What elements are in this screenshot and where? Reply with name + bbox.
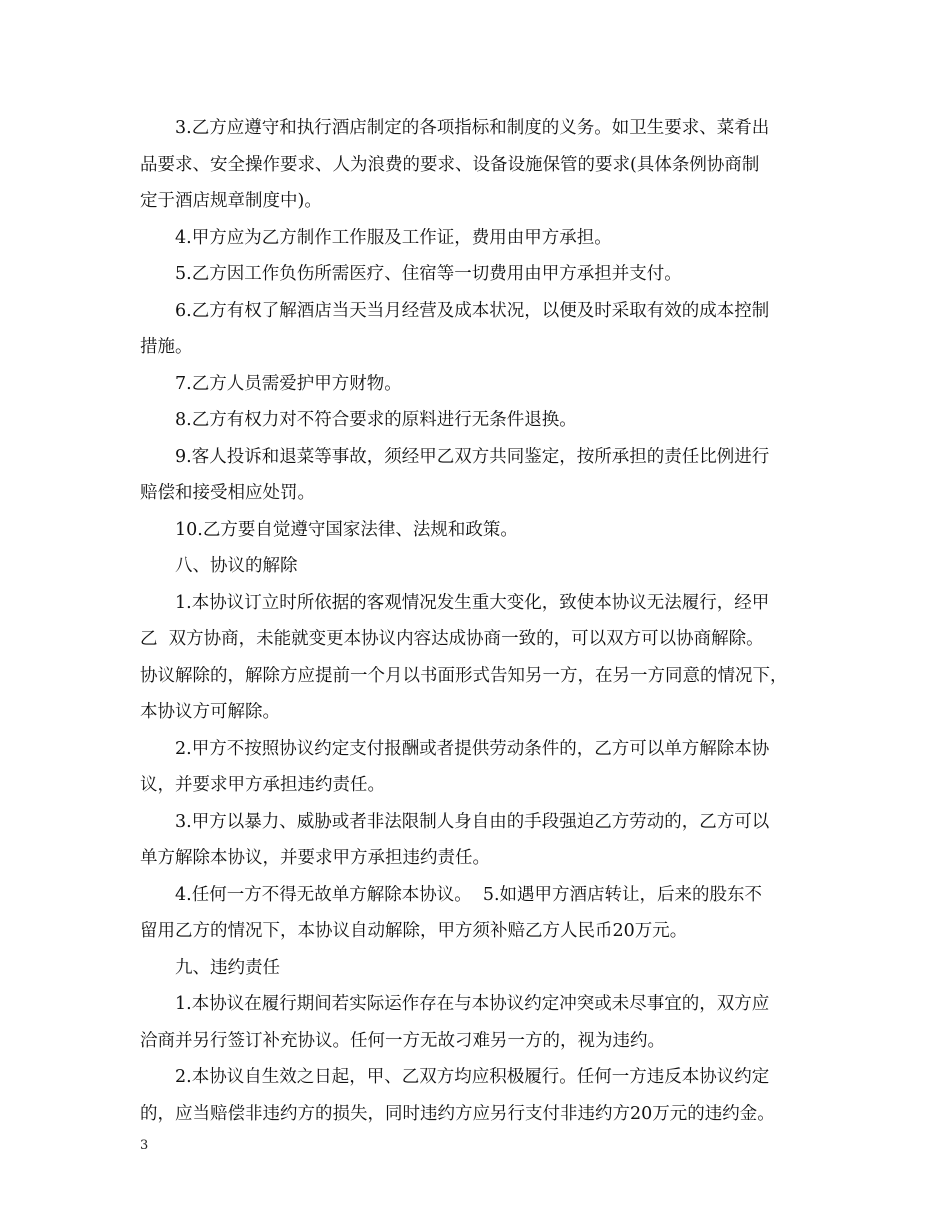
paragraph-termination-3: 3.甲方以暴力、威胁或者非法限制人身自由的手段强迫乙方劳动的，乙方可以 单方解除本协议，并要求甲方承担违约责任。 <box>140 811 770 868</box>
document-body <box>140 110 812 1132</box>
paragraph-clause-3: 3.乙方应遵守和执行酒店制定的各项指标和制度的义务。如卫生要求、菜肴出 品要求、安全操作要求、人为浪费的要求、设备设施保管的要求(具体条例协商制 定于酒店规章制度中)。 <box>140 118 770 211</box>
paragraph-clause-8: 8.乙方有权力对不符合要求的原料进行无条件退换。 <box>140 410 577 430</box>
paragraph-termination-4-5: 4.任何一方不得无故单方解除本协议。 5.如遇甲方酒店转让，后来的股东不 留用乙方的情况下，本协议自动解除，甲方须补赔乙方人民币20万元。 <box>140 884 763 941</box>
paragraph-clause-4: 4.甲方应为乙方制作工作服及工作证，费用由甲方承担。 <box>140 227 612 248</box>
paragraph-clause-5: 5.乙方因工作负伤所需医疗、住宿等一切费用由甲方承担并支付。 <box>140 264 682 284</box>
section-heading-breach: 九、违约责任 <box>140 957 280 978</box>
paragraph-clause-10: 10.乙方要自觉遵守国家法律、法规和政策。 <box>140 519 518 540</box>
paragraph-clause-7: 7.乙方人员需爱护甲方财物。 <box>140 373 402 394</box>
section-heading-termination: 八、协议的解除 <box>140 556 298 576</box>
paragraph-termination-1: 1.本协议订立时所依据的客观情况发生重大变化，致使本协议无法履行，经甲 乙 双方协商，未能就变更本协议内容达成协商一致的，可以双方可以协商解除。 协议解除的，解除方应提前一个月以书面形式告知另一方，在另一方同意的情况下， 本协议方可解除。 <box>140 592 788 722</box>
paragraph-clause-6: 6.乙方有权了解酒店当天当月经营及成本状况，以便及时采取有效的成本控制 措施。 <box>140 300 770 357</box>
page-number: 3 <box>140 1138 149 1153</box>
paragraph-breach-2: 2.本协议自生效之日起，甲、乙双方均应积极履行。任何一方违反本协议约定 的，应当赔偿非违约方的损失，同时违约方应另行支付非违约方20万元的违约金。 <box>140 1067 775 1124</box>
paragraph-breach-1: 1.本协议在履行期间若实际运作存在与本协议约定冲突或未尽事宜的，双方应 洽商并另行签订补充协议。任何一方无故刁难另一方的，视为违约。 <box>140 994 770 1051</box>
paragraph-clause-9: 9.客人投诉和退菜等事故，须经甲乙双方共同鉴定，按所承担的责任比例进行 赔偿和接受相应处罚。 <box>140 446 770 503</box>
paragraph-termination-2: 2.甲方不按照协议约定支付报酬或者提供劳动条件的，乙方可以单方解除本协 议，并要求甲方承担违约责任。 <box>140 738 770 795</box>
